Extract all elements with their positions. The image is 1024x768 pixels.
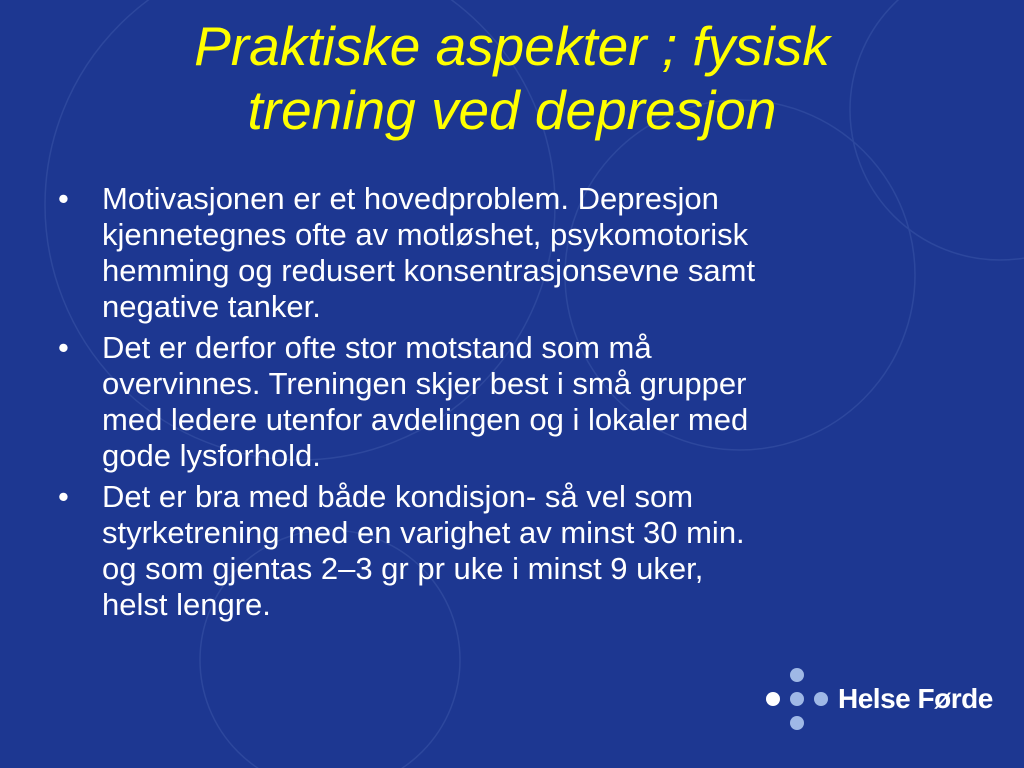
title-line-2: trening ved depresjon — [247, 79, 777, 141]
bullet-marker: • — [58, 181, 69, 216]
bullet-line: overvinnes. Treningen skjer best i små grupper — [102, 366, 747, 401]
bullet-list — [58, 181, 978, 628]
slide-title — [40, 14, 984, 142]
bullet-line: med ledere utenfor avdelingen og i lokaler med — [102, 402, 749, 437]
bullet-item — [58, 181, 978, 325]
bullet-line: gode lysforhold. — [102, 438, 321, 473]
logo-text: Helse Førde — [838, 683, 993, 714]
bullet-marker: • — [58, 479, 69, 514]
bullet-line: helst lengre. — [102, 587, 271, 622]
bullet-line: negative tanker. — [102, 289, 321, 324]
bullet-line: Motivasjonen er et hovedproblem. Depresjon — [102, 181, 719, 216]
helse-forde-logo — [762, 666, 992, 732]
bullet-marker: • — [58, 330, 69, 365]
title-line-1: Praktiske aspekter ; fysisk — [194, 15, 830, 77]
bullet-line: og som gjentas 2–3 gr pr uke i minst 9 uker, — [102, 551, 704, 586]
bullet-item — [58, 479, 978, 623]
bullet-line: hemming og redusert konsentrasjonsevne samt — [102, 253, 756, 288]
bullet-line: Det er derfor ofte stor motstand som må — [102, 330, 652, 365]
bullet-line: Det er bra med både kondisjon- så vel som — [102, 479, 694, 514]
bullet-line: kjennetegnes ofte av motløshet, psykomotorisk — [102, 217, 749, 252]
dot-cross-logo-icon — [762, 666, 832, 732]
bullet-item — [58, 330, 978, 474]
bullet-line: styrketrening med en varighet av minst 30 min. — [102, 515, 745, 550]
